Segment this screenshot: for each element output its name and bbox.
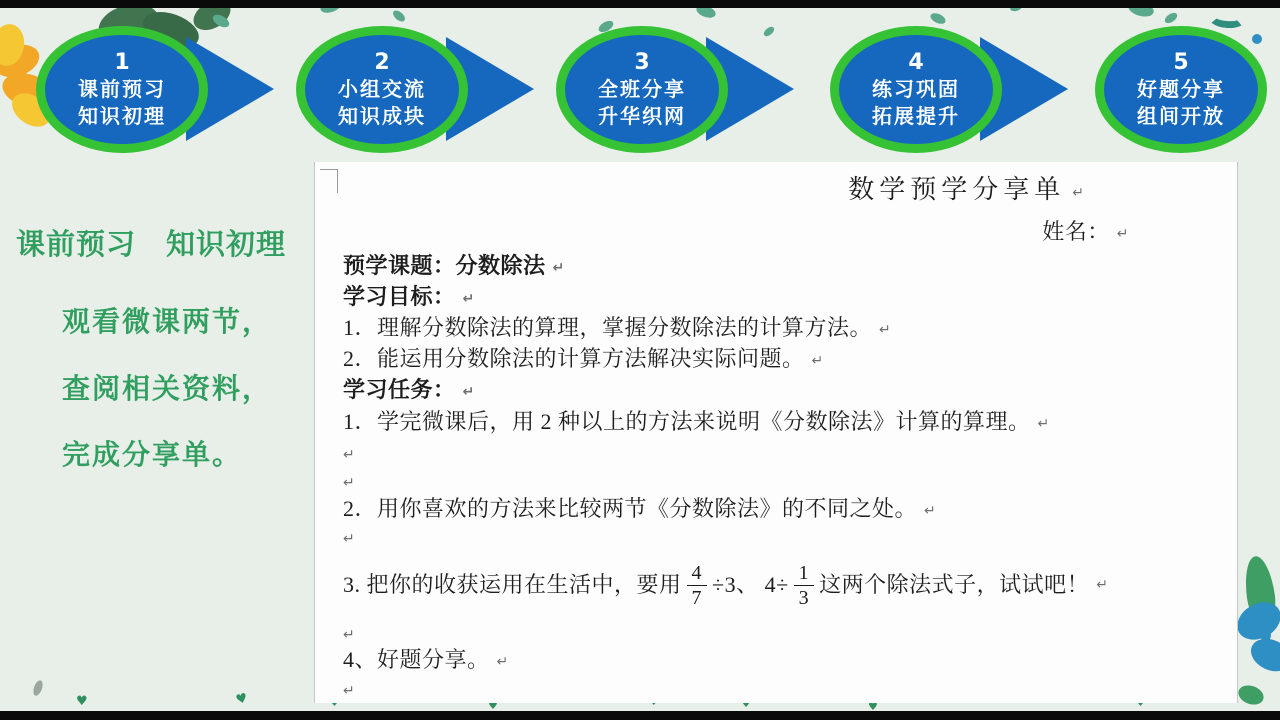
task-3-text-part2: ÷3、 4÷ bbox=[712, 572, 789, 597]
empty-paragraph bbox=[343, 619, 1219, 649]
blue-dot-icon bbox=[1252, 34, 1262, 44]
empty-paragraph bbox=[343, 467, 1219, 497]
empty-paragraph bbox=[343, 439, 1219, 469]
worksheet-title bbox=[343, 176, 1219, 207]
paragraph-mark-icon: ↵ bbox=[552, 260, 565, 276]
empty-paragraph bbox=[343, 675, 1219, 705]
paragraph-mark-icon: ↵ bbox=[343, 531, 356, 547]
empty-paragraph bbox=[343, 523, 1219, 553]
step-label-line2: 知识成块 bbox=[338, 103, 426, 128]
fraction-numerator: 1 bbox=[794, 563, 815, 586]
name-label: 姓名： bbox=[1042, 219, 1110, 244]
fraction-four-sevenths bbox=[687, 563, 708, 608]
note-title: 课前预习 知识初理 bbox=[16, 227, 287, 261]
task-item-2 bbox=[343, 495, 1219, 525]
flow-step-5 bbox=[1095, 26, 1267, 153]
step-number: 2 bbox=[374, 49, 390, 75]
step-label-line1: 全班分享 bbox=[598, 76, 686, 101]
objective-item-2 bbox=[343, 345, 1219, 375]
flow-step-3 bbox=[556, 26, 728, 153]
task-3-text-part1: 3. 把你的收获运用在生活中，要用 bbox=[343, 572, 682, 597]
flow-step-1 bbox=[36, 26, 208, 153]
heart-leaf-icon bbox=[76, 694, 88, 709]
note-line: 完成分享单。 bbox=[62, 438, 243, 471]
step-number: 3 bbox=[634, 49, 650, 75]
paragraph-mark-icon: ↵ bbox=[811, 353, 824, 369]
paragraph-mark-icon: ↵ bbox=[1096, 577, 1109, 593]
fraction-numerator: 4 bbox=[687, 563, 708, 586]
paragraph-mark-icon: ↵ bbox=[462, 291, 475, 307]
green-leaf-icon bbox=[1236, 682, 1267, 708]
worksheet-page bbox=[314, 162, 1238, 703]
step-number: 1 bbox=[114, 49, 130, 75]
objective-1-text: 1．理解分数除法的算理，掌握分数除法的计算方法。 bbox=[343, 315, 873, 340]
teal-leaf-icon bbox=[391, 8, 407, 23]
task-3-text-part3: 这两个除法式子，试试吧！ bbox=[819, 572, 1090, 597]
paragraph-mark-icon: ↵ bbox=[496, 654, 509, 670]
flow-step-4 bbox=[830, 26, 1002, 153]
fraction-one-third bbox=[794, 563, 815, 608]
topic-line bbox=[343, 252, 1219, 282]
note-line: 查阅相关资料， bbox=[62, 372, 273, 405]
step-label-line1: 小组交流 bbox=[338, 76, 426, 101]
name-field bbox=[343, 218, 1219, 248]
teal-leaf-icon bbox=[1163, 11, 1179, 26]
paragraph-mark-icon: ↵ bbox=[462, 384, 475, 400]
step-label-line1: 好题分享 bbox=[1137, 76, 1225, 101]
objective-2-text: 2．能运用分数除法的计算方法解决实际问题。 bbox=[343, 346, 805, 371]
task-4-text: 4、好题分享。 bbox=[343, 647, 490, 672]
teal-leaf-icon bbox=[929, 11, 947, 26]
fraction-denominator: 7 bbox=[691, 586, 703, 609]
tasks-heading bbox=[343, 376, 1219, 406]
objectives-heading bbox=[343, 283, 1219, 313]
bottom-letterbox-bar bbox=[0, 711, 1280, 720]
paragraph-mark-icon: ↵ bbox=[1072, 185, 1089, 201]
tasks-heading-text: 学习任务： bbox=[343, 377, 456, 402]
task-item-1 bbox=[343, 408, 1219, 438]
top-letterbox-bar bbox=[0, 0, 1280, 8]
blue-dot-icon bbox=[1260, 630, 1271, 641]
objectives-heading-text: 学习目标： bbox=[343, 284, 456, 309]
paragraph-mark-icon: ↵ bbox=[924, 503, 937, 519]
step-label-line2: 拓展提升 bbox=[872, 103, 960, 128]
paragraph-mark-icon: ↵ bbox=[1037, 416, 1050, 432]
paragraph-mark-icon: ↵ bbox=[343, 683, 356, 699]
topic-value: 分数除法 bbox=[455, 253, 546, 278]
objective-item-1 bbox=[343, 314, 1219, 344]
flow-step-2 bbox=[296, 26, 468, 153]
note-line: 观看微课两节， bbox=[62, 305, 273, 338]
task-2-text: 2．用你喜欢的方法来比较两节《分数除法》的不同之处。 bbox=[343, 496, 918, 521]
worksheet-title-text: 数学预学分享单 bbox=[848, 175, 1066, 204]
paragraph-mark-icon: ↵ bbox=[879, 322, 892, 338]
paragraph-mark-icon: ↵ bbox=[343, 447, 356, 463]
step-label-line1: 课前预习 bbox=[78, 76, 166, 101]
task-item-3 bbox=[343, 556, 1219, 614]
task-item-4 bbox=[343, 646, 1219, 676]
paragraph-mark-icon: ↵ bbox=[343, 475, 356, 491]
task-1-text: 1．学完微课后，用 2 种以上的方法来说明《分数除法》计算的算理。 bbox=[343, 409, 1031, 434]
page-margin-corner-icon bbox=[320, 169, 338, 193]
step-label-line2: 组间开放 bbox=[1137, 103, 1225, 128]
fraction-denominator: 3 bbox=[798, 586, 810, 609]
grey-leaf-icon bbox=[32, 679, 45, 697]
step-label-line2: 升华织网 bbox=[598, 103, 686, 128]
topic-label: 预学课题： bbox=[343, 253, 456, 278]
paragraph-mark-icon: ↵ bbox=[343, 627, 356, 643]
step-number: 4 bbox=[908, 49, 924, 75]
step-number: 5 bbox=[1173, 49, 1189, 75]
smile-leaf-icon bbox=[1207, 6, 1247, 29]
step-label-line1: 练习巩固 bbox=[872, 76, 960, 101]
heart-leaf-icon bbox=[234, 691, 249, 709]
paragraph-mark-icon: ↵ bbox=[1116, 226, 1129, 242]
step-label-line2: 知识初理 bbox=[78, 103, 166, 128]
